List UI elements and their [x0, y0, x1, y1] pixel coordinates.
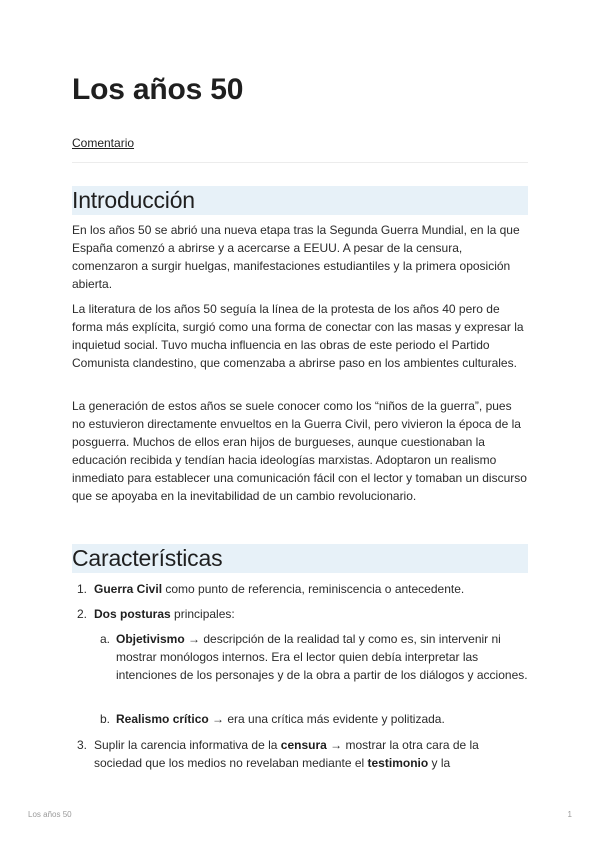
bold-term: Realismo crítico: [116, 712, 209, 726]
list-marker: 3.: [77, 738, 88, 752]
features-sublist: [72, 630, 528, 684]
bold-term: testimonio: [367, 756, 429, 770]
list-item-text: como punto de referencia, reminiscencia o antecedente.: [162, 582, 465, 596]
features-sublist: [72, 710, 528, 728]
list-marker: 2.: [77, 607, 88, 621]
list-item-text: → era una crítica más evidente y politizada.: [208, 712, 445, 726]
list-item-text: → mostrar la otra cara de la sociedad que los medios no revelaban mediante el: [94, 738, 479, 770]
list-item: [72, 736, 528, 772]
list-item-text: y la: [428, 756, 451, 770]
page-title: Los años 50: [72, 73, 244, 106]
list-item-text: → descripción de la realidad tal y como es, sin intervenir ni mostrar monólogos internos. Era el lector quien debía interpretar las intenciones de los personajes y de la obra a partir de los diálogos y acciones.: [116, 632, 528, 682]
features-list: [72, 736, 528, 772]
intro-paragraph-3: La generación de estos años se suele conocer como los “niños de la guerra”, pues no estuvieron directamente envueltos en la Guerra Civil, pero vivieron la época de la posguerra. Muchos de ellos eran hijos de burgueses, aunque cuestionaban la educación recibida y tendían hacia ideologías marxistas. Adoptaron un realismo inmediato para establecer una comunicación fácil con el lector y tomaban un discurso que se apoyaba en la inevitabilidad de un cambio revolucionario.: [72, 399, 527, 503]
features-list: [72, 605, 528, 623]
heading-introduccion: Introducción: [72, 186, 528, 215]
list-item: [72, 580, 528, 598]
footer-doc-title: Los años 50: [28, 810, 72, 819]
list-item-text: principales:: [170, 607, 235, 621]
intro-paragraph-2: La literatura de los años 50 seguía la línea de la protesta de los años 40 pero de forma más explícita, surgió como una forma de conectar con las masas y expresar la inquietud social. Tuvo mucha influencia en las obras de este periodo el Partido Comunista clandestino, que comenzaba a abrirse paso en los ambientes culturales.: [72, 302, 524, 370]
features-list: [72, 580, 528, 598]
list-item: [72, 710, 528, 728]
tag-link-comentario[interactable]: Comentario: [72, 136, 135, 150]
bold-term: Guerra Civil: [94, 582, 163, 596]
list-marker: a.: [100, 632, 111, 646]
footer-page-number: 1: [567, 810, 572, 819]
intro-paragraph-1: En los años 50 se abrió una nueva etapa tras la Segunda Guerra Mundial, en la que España comenzó a abrirse y a acercarse a EEUU. A pesar de la censura, comenzaron a surgir huelgas, manifestaciones estudiantiles y la primera oposición abierta.: [72, 223, 520, 291]
bold-term: Dos posturas: [94, 607, 171, 621]
bold-term: Objetivismo: [116, 632, 185, 646]
list-item: [72, 605, 528, 623]
list-item-text: Suplir la carencia informativa de la: [94, 738, 281, 752]
list-marker: 1.: [77, 582, 88, 596]
list-item: [72, 630, 528, 684]
list-marker: b.: [100, 712, 111, 726]
bold-term: censura: [280, 738, 327, 752]
divider: [72, 162, 528, 163]
heading-caracteristicas: Características: [72, 544, 528, 573]
